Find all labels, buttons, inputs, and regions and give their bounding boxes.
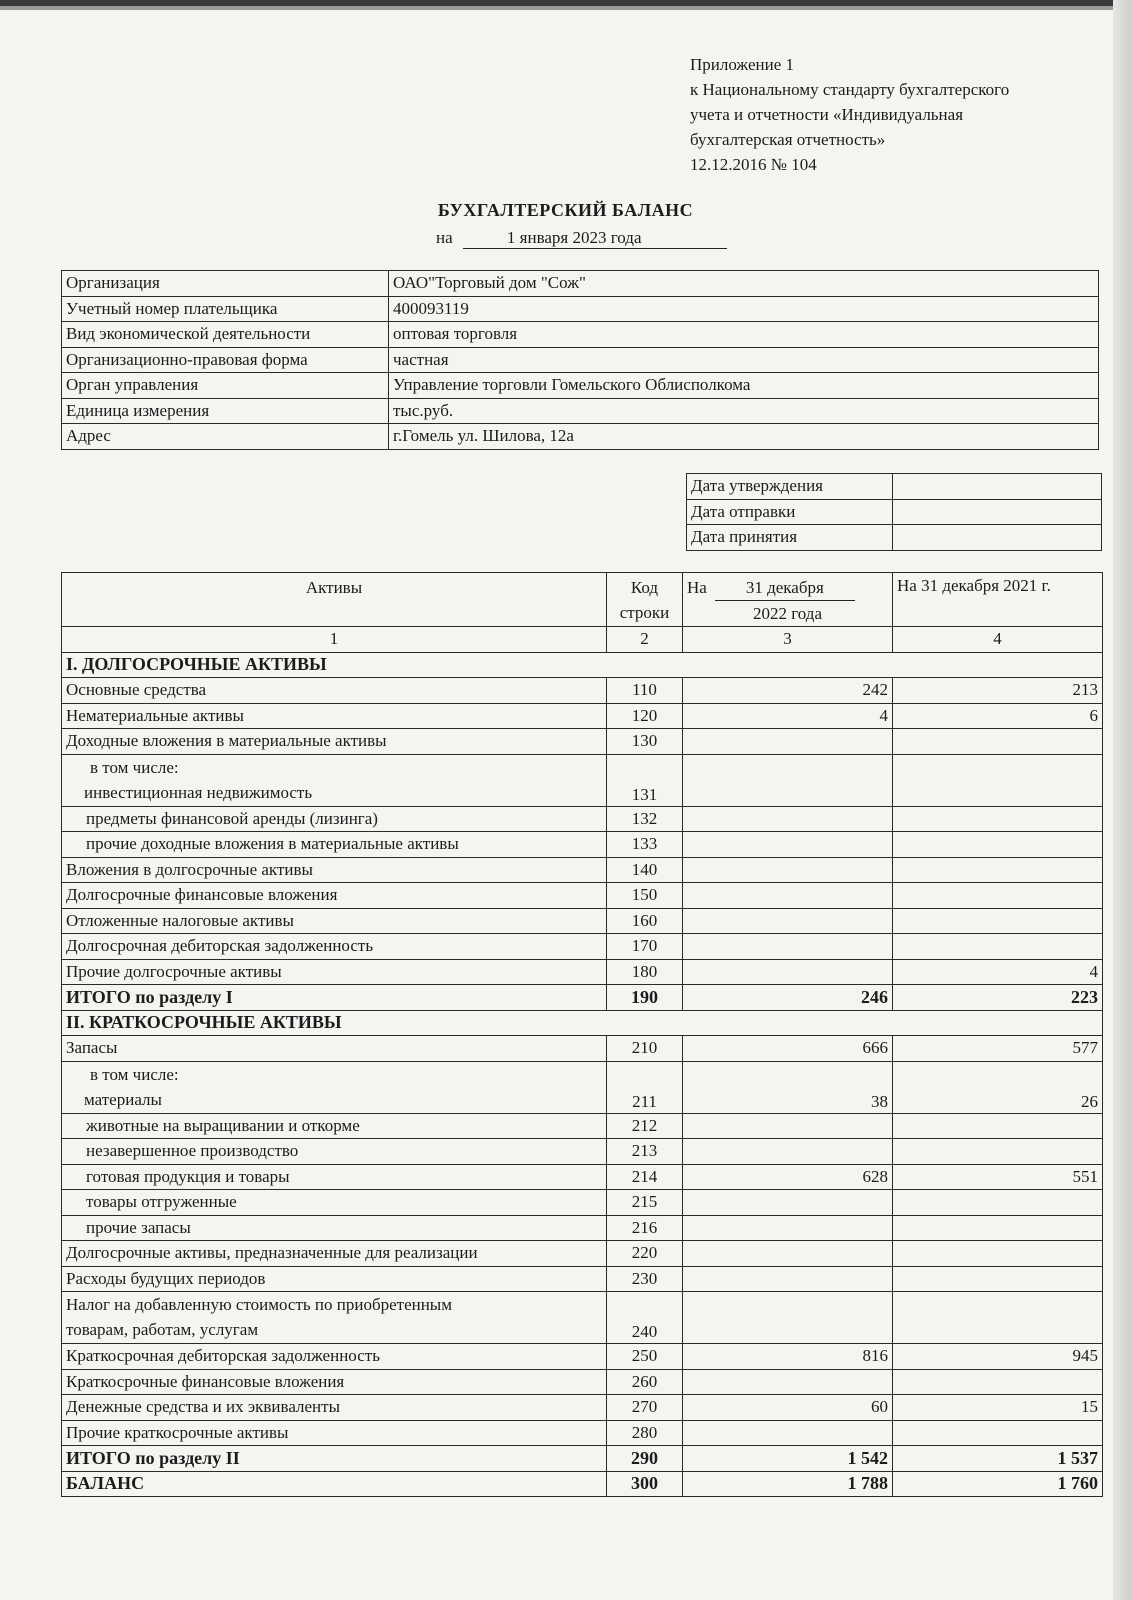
row-code: 170 <box>607 934 683 960</box>
column-number: 1 <box>62 627 607 653</box>
row-code: 133 <box>607 832 683 858</box>
row-name-line1: Налог на добавленную стоимость по приобретенным <box>66 1295 452 1314</box>
table-row <box>62 908 1103 934</box>
table-row <box>62 1344 1103 1370</box>
table-row <box>62 1241 1103 1267</box>
row-code: 213 <box>607 1139 683 1165</box>
row-name: товары отгруженные <box>62 1190 607 1216</box>
org-label: Единица измерения <box>62 398 389 424</box>
row-value-2021 <box>893 1241 1103 1267</box>
row-value-2021 <box>893 1190 1103 1216</box>
row-name-vat <box>62 1292 607 1344</box>
row-name: готовая продукция и товары <box>62 1164 607 1190</box>
row-value-2022: 4 <box>683 703 893 729</box>
section-title: II. КРАТКОСРОЧНЫЕ АКТИВЫ <box>62 1010 1103 1036</box>
row-value-2021: 4 <box>893 959 1103 985</box>
row-value-2022: 666 <box>683 1036 893 1062</box>
table-row <box>687 525 1102 551</box>
row-value-2021: 6 <box>893 703 1103 729</box>
row-value-2021 <box>893 1113 1103 1139</box>
row-value-2022 <box>683 729 893 755</box>
balance-sheet-table <box>61 572 1103 1497</box>
row-name: Нематериальные активы <box>62 703 607 729</box>
row-value-2021: 577 <box>893 1036 1103 1062</box>
row-value-2021 <box>893 1266 1103 1292</box>
header-date-2022: 31 декабря <box>715 575 855 601</box>
scan-right-edge <box>1113 0 1131 1600</box>
row-value-2022 <box>683 1113 893 1139</box>
row-name: Прочие долгосрочные активы <box>62 959 607 985</box>
date-label: Дата принятия <box>687 525 893 551</box>
row-name: предметы финансовой аренды (лизинга) <box>62 806 607 832</box>
row-code: 215 <box>607 1190 683 1216</box>
row-value-2021 <box>893 729 1103 755</box>
header-na: На <box>687 578 707 597</box>
section-header-row <box>62 1010 1103 1036</box>
total-row <box>62 1446 1103 1472</box>
row-code: 160 <box>607 908 683 934</box>
row-code: 211 <box>607 1061 683 1113</box>
row-value-2022: 1 542 <box>683 1446 893 1472</box>
row-name: Вложения в долгосрочные активы <box>62 857 607 883</box>
table-row <box>62 678 1103 704</box>
date-value <box>893 525 1102 551</box>
row-value-2022 <box>683 1292 893 1344</box>
row-value-2022 <box>683 908 893 934</box>
document-title: БУХГАЛТЕРСКИЙ БАЛАНС <box>437 200 694 220</box>
row-value-2022: 628 <box>683 1164 893 1190</box>
section-header-row <box>62 652 1103 678</box>
row-code: 214 <box>607 1164 683 1190</box>
header-period-2022 <box>683 573 893 627</box>
table-row <box>62 1139 1103 1165</box>
table-row <box>687 474 1102 500</box>
table-row <box>62 322 1099 348</box>
table-row <box>62 703 1103 729</box>
row-value-2022 <box>683 1420 893 1446</box>
row-code: 150 <box>607 883 683 909</box>
row-value-2022 <box>683 806 893 832</box>
table-row <box>62 934 1103 960</box>
table-row <box>62 1292 1103 1344</box>
row-value-2022 <box>683 1266 893 1292</box>
table-row <box>62 729 1103 755</box>
table-header-row <box>62 573 1103 627</box>
row-value-2022 <box>683 857 893 883</box>
row-name: Денежные средства и их эквиваленты <box>62 1395 607 1421</box>
balance-total-row <box>62 1471 1103 1497</box>
row-value-2021 <box>893 1215 1103 1241</box>
row-value-2021 <box>893 1139 1103 1165</box>
table-row <box>62 1190 1103 1216</box>
row-code: 180 <box>607 959 683 985</box>
table-row <box>62 271 1099 297</box>
table-row <box>62 296 1099 322</box>
table-row <box>62 857 1103 883</box>
row-value-2021: 223 <box>893 985 1103 1011</box>
row-name: Краткосрочная дебиторская задолженность <box>62 1344 607 1370</box>
row-name: Долгосрочные финансовые вложения <box>62 883 607 909</box>
row-name: инвестиционная недвижимость <box>84 782 313 802</box>
table-row <box>62 1036 1103 1062</box>
row-value-2021 <box>893 934 1103 960</box>
report-date: 1 января 2023 года <box>463 228 727 249</box>
row-code: 131 <box>607 754 683 806</box>
row-code: 270 <box>607 1395 683 1421</box>
row-code: 216 <box>607 1215 683 1241</box>
row-value-2022: 60 <box>683 1395 893 1421</box>
row-name: прочие запасы <box>62 1215 607 1241</box>
row-code: 120 <box>607 703 683 729</box>
table-row <box>62 806 1103 832</box>
row-code: 212 <box>607 1113 683 1139</box>
row-name: Доходные вложения в материальные активы <box>62 729 607 755</box>
table-row <box>62 1113 1103 1139</box>
table-row <box>62 1395 1103 1421</box>
row-name: материалы <box>84 1089 162 1109</box>
row-code: 260 <box>607 1369 683 1395</box>
row-value-2022 <box>683 832 893 858</box>
header-period-2021: На 31 декабря 2021 г. <box>893 573 1103 627</box>
row-value-2021: 26 <box>893 1061 1103 1113</box>
section-title: I. ДОЛГОСРОЧНЫЕ АКТИВЫ <box>62 652 1103 678</box>
row-value-2021 <box>893 806 1103 832</box>
org-label: Вид экономической деятельности <box>62 322 389 348</box>
appendix-note <box>690 52 1110 177</box>
row-name: прочие доходные вложения в материальные активы <box>62 832 607 858</box>
row-name: Запасы <box>62 1036 607 1062</box>
total-row <box>62 985 1103 1011</box>
org-value: тыс.руб. <box>389 398 1099 424</box>
row-value-2022 <box>683 1215 893 1241</box>
row-code: 240 <box>607 1292 683 1344</box>
appendix-line: Приложение 1 <box>690 55 794 74</box>
appendix-line: 12.12.2016 № 104 <box>690 155 817 174</box>
table-row <box>62 373 1099 399</box>
row-name: Основные средства <box>62 678 607 704</box>
table-row <box>62 959 1103 985</box>
table-row <box>62 1369 1103 1395</box>
row-value-2021 <box>893 883 1103 909</box>
row-code: 210 <box>607 1036 683 1062</box>
appendix-line: бухгалтерская отчетность» <box>690 130 886 149</box>
date-label: Дата утверждения <box>687 474 893 500</box>
row-value-2021 <box>893 908 1103 934</box>
row-name: Прочие краткосрочные активы <box>62 1420 607 1446</box>
row-value-2022 <box>683 934 893 960</box>
header-year-2022: 2022 года <box>752 604 822 623</box>
row-value-2022: 242 <box>683 678 893 704</box>
row-value-2022: 1 788 <box>683 1471 893 1497</box>
table-row <box>62 424 1099 450</box>
row-value-2022 <box>683 1241 893 1267</box>
table-row <box>62 1420 1103 1446</box>
dates-table <box>686 473 1102 551</box>
header-code-line2: строки <box>619 603 670 622</box>
date-prefix: на <box>436 228 453 247</box>
table-row <box>62 1061 1103 1113</box>
header-code <box>607 573 683 627</box>
org-value: 400093119 <box>389 296 1099 322</box>
org-label: Орган управления <box>62 373 389 399</box>
row-code: 220 <box>607 1241 683 1267</box>
row-value-2021: 15 <box>893 1395 1103 1421</box>
row-value-2021: 1 760 <box>893 1471 1103 1497</box>
column-number: 2 <box>607 627 683 653</box>
header-code-line1: Код <box>630 578 659 597</box>
row-value-2021 <box>893 1369 1103 1395</box>
row-value-2022 <box>683 754 893 806</box>
appendix-line: учета и отчетности «Индивидуальная <box>690 105 964 124</box>
document-date-line <box>436 228 727 249</box>
table-row <box>62 883 1103 909</box>
row-value-2021: 213 <box>893 678 1103 704</box>
including-label: в том числе: <box>90 757 179 777</box>
row-value-2022: 38 <box>683 1061 893 1113</box>
row-name: ИТОГО по разделу II <box>62 1446 607 1472</box>
column-number-row <box>62 627 1103 653</box>
row-code: 280 <box>607 1420 683 1446</box>
table-row <box>62 398 1099 424</box>
row-name: незавершенное производство <box>62 1139 607 1165</box>
org-label: Организационно-правовая форма <box>62 347 389 373</box>
table-row <box>62 1164 1103 1190</box>
row-value-2022: 816 <box>683 1344 893 1370</box>
row-name-with-subheading <box>62 754 607 806</box>
row-name: животные на выращивании и откорме <box>62 1113 607 1139</box>
row-code: 250 <box>607 1344 683 1370</box>
row-value-2022 <box>683 959 893 985</box>
column-number: 3 <box>683 627 893 653</box>
org-label: Адрес <box>62 424 389 450</box>
date-value <box>893 499 1102 525</box>
row-name: ИТОГО по разделу I <box>62 985 607 1011</box>
org-label: Организация <box>62 271 389 297</box>
date-value <box>893 474 1102 500</box>
org-value: частная <box>389 347 1099 373</box>
row-code: 130 <box>607 729 683 755</box>
row-code: 230 <box>607 1266 683 1292</box>
org-label: Учетный номер плательщика <box>62 296 389 322</box>
row-value-2021 <box>893 832 1103 858</box>
table-row <box>62 347 1099 373</box>
row-value-2022: 246 <box>683 985 893 1011</box>
row-code: 110 <box>607 678 683 704</box>
table-row <box>62 1266 1103 1292</box>
row-code: 140 <box>607 857 683 883</box>
row-name-with-subheading <box>62 1061 607 1113</box>
row-value-2021 <box>893 754 1103 806</box>
row-value-2021: 1 537 <box>893 1446 1103 1472</box>
scan-top-edge-shadow <box>0 6 1131 10</box>
row-name: Краткосрочные финансовые вложения <box>62 1369 607 1395</box>
row-value-2021: 945 <box>893 1344 1103 1370</box>
org-value: г.Гомель ул. Шилова, 12а <box>389 424 1099 450</box>
date-label: Дата отправки <box>687 499 893 525</box>
organization-info-table <box>61 270 1099 450</box>
row-value-2021 <box>893 1292 1103 1344</box>
row-name: Долгосрочная дебиторская задолженность <box>62 934 607 960</box>
table-row <box>687 499 1102 525</box>
table-row <box>62 1215 1103 1241</box>
org-value: ОАО"Торговый дом "Сож" <box>389 271 1099 297</box>
row-code: 290 <box>607 1446 683 1472</box>
row-value-2022 <box>683 1369 893 1395</box>
row-name: Долгосрочные активы, предназначенные для реализации <box>62 1241 607 1267</box>
appendix-line: к Национальному стандарту бухгалтерского <box>690 80 1010 99</box>
row-code: 300 <box>607 1471 683 1497</box>
row-value-2021 <box>893 1420 1103 1446</box>
row-value-2022 <box>683 1139 893 1165</box>
row-value-2021 <box>893 857 1103 883</box>
row-value-2022 <box>683 883 893 909</box>
including-label: в том числе: <box>90 1064 179 1084</box>
row-code: 132 <box>607 806 683 832</box>
org-value: Управление торговли Гомельского Облисполкома <box>389 373 1099 399</box>
header-assets: Активы <box>62 573 607 627</box>
row-name: Отложенные налоговые активы <box>62 908 607 934</box>
table-row <box>62 832 1103 858</box>
row-name-line2: товарам, работам, услугам <box>66 1320 259 1339</box>
table-row <box>62 754 1103 806</box>
row-name: Расходы будущих периодов <box>62 1266 607 1292</box>
row-name: БАЛАНС <box>62 1471 607 1497</box>
org-value: оптовая торговля <box>389 322 1099 348</box>
row-code: 190 <box>607 985 683 1011</box>
row-value-2021: 551 <box>893 1164 1103 1190</box>
row-value-2022 <box>683 1190 893 1216</box>
column-number: 4 <box>893 627 1103 653</box>
